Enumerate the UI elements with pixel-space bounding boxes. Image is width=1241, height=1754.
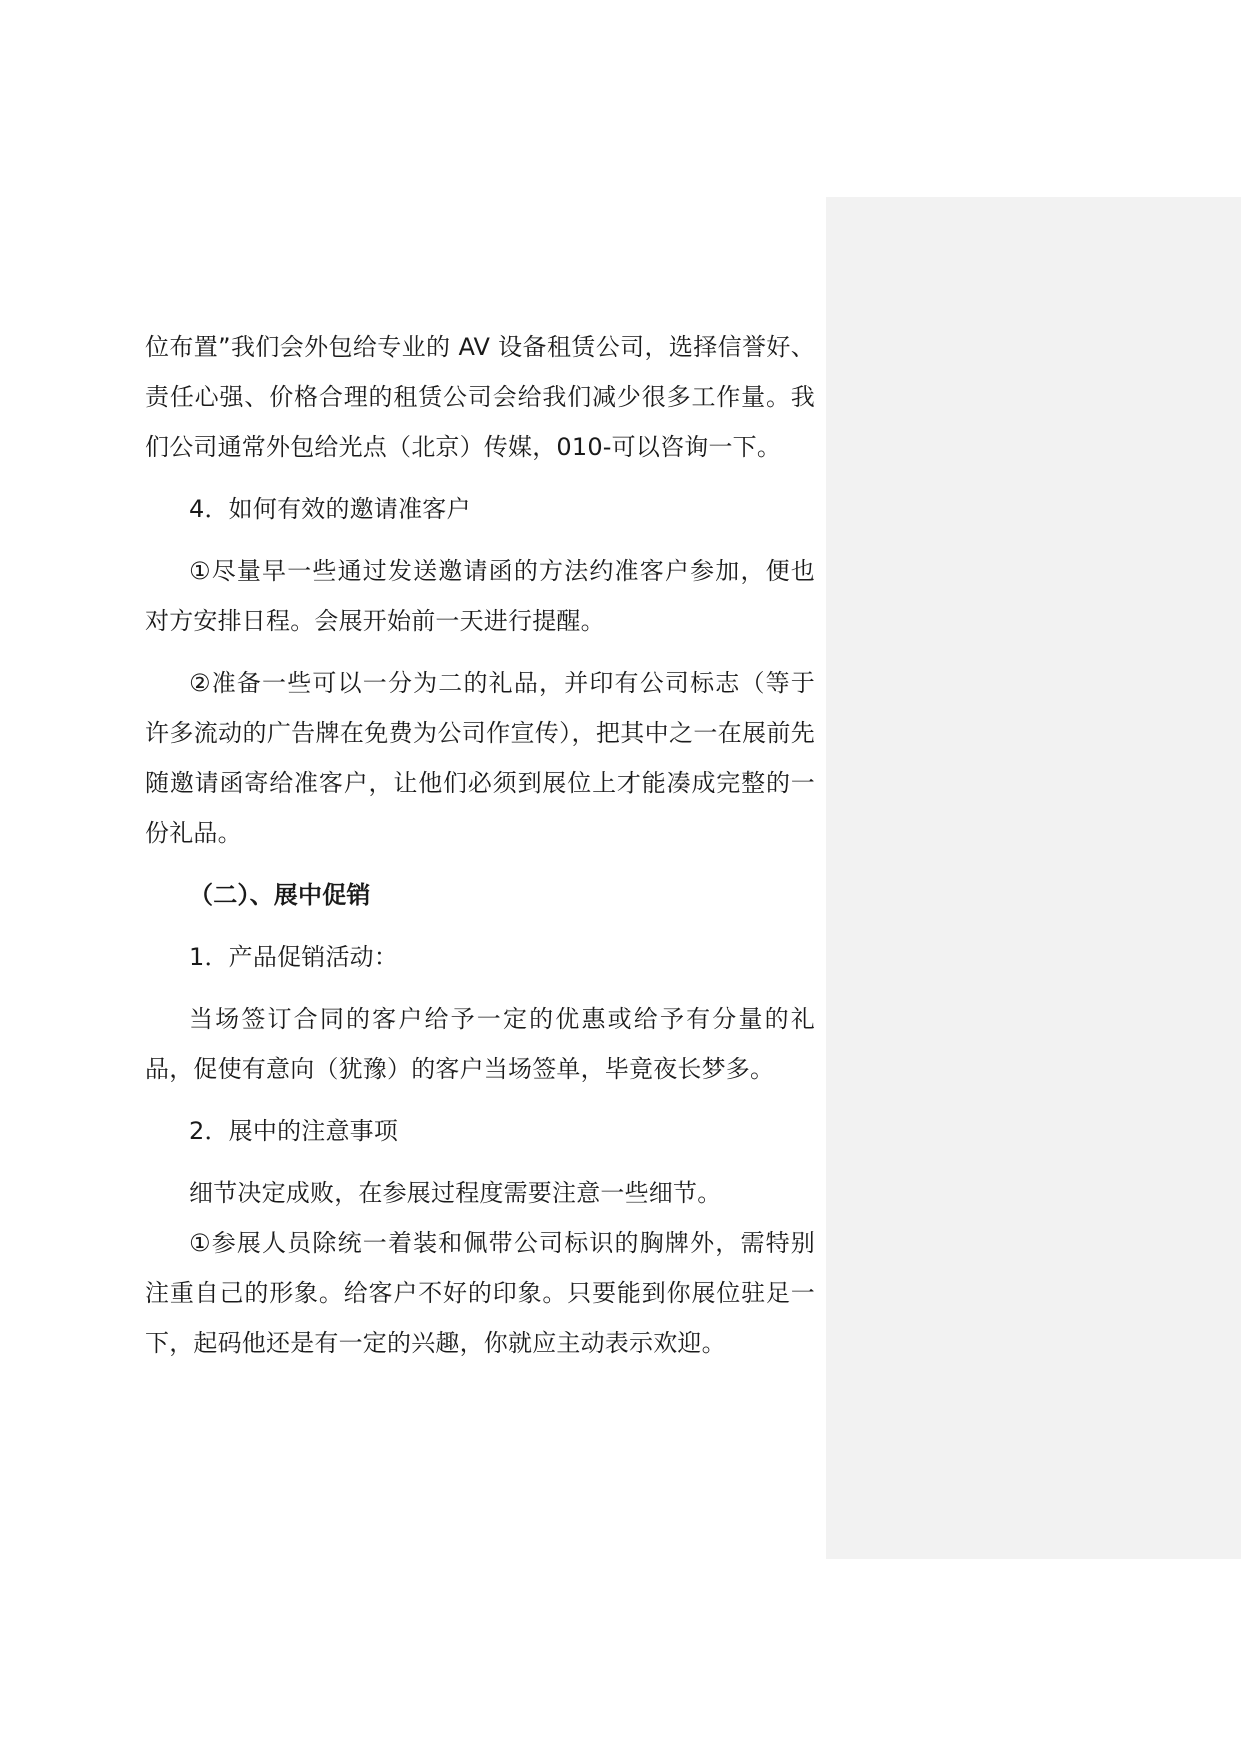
heading-product-promotion: 1．产品促销活动： <box>189 943 399 971</box>
heading-mid-show-notes: 2．展中的注意事项 <box>189 1117 399 1145</box>
comment-margin-pane <box>826 197 1241 1559</box>
section-heading-mid-show-promotion: （二）、展中促销 <box>189 881 371 909</box>
heading-invite-customers: 4．如何有效的邀请准客户 <box>189 495 471 523</box>
paragraph-av-rental: 位布置”我们会外包给专业的 AV 设备租赁公司，选择信誉好、责任心强、价格合理的租赁公司会给我们减少很多工作量。我们公司通常外包给光点（北京）传媒，010-可以咨询一下。 <box>145 333 815 461</box>
paragraph-staff-image: ①参展人员除统一着装和佩带公司标识的胸牌外，需特别注重自己的形象。给客户不好的印象。只要能到你展位驻足一下，起码他还是有一定的兴趣，你就应主动表示欢迎。 <box>145 1229 815 1357</box>
paragraph-onsite-contract: 当场签订合同的客户给予一定的优惠或给予有分量的礼品，促使有意向（犹豫）的客户当场签单，毕竟夜长梦多。 <box>145 1005 815 1083</box>
paragraph-invite-early: ①尽量早一些通过发送邀请函的方法约准客户参加，便也对方安排日程。会展开始前一天进行提醒。 <box>145 557 815 635</box>
paragraph-split-gift: ②准备一些可以一分为二的礼品，并印有公司标志（等于许多流动的广告牌在免费为公司作宣传），把其中之一在展前先随邀请函寄给准客户，让他们必须到展位上才能凑成完整的一份礼品。 <box>145 669 815 847</box>
paragraph-details-matter: 细节决定成败，在参展过程度需要注意一些细节。 <box>189 1179 722 1207</box>
document-body <box>145 322 815 1368</box>
